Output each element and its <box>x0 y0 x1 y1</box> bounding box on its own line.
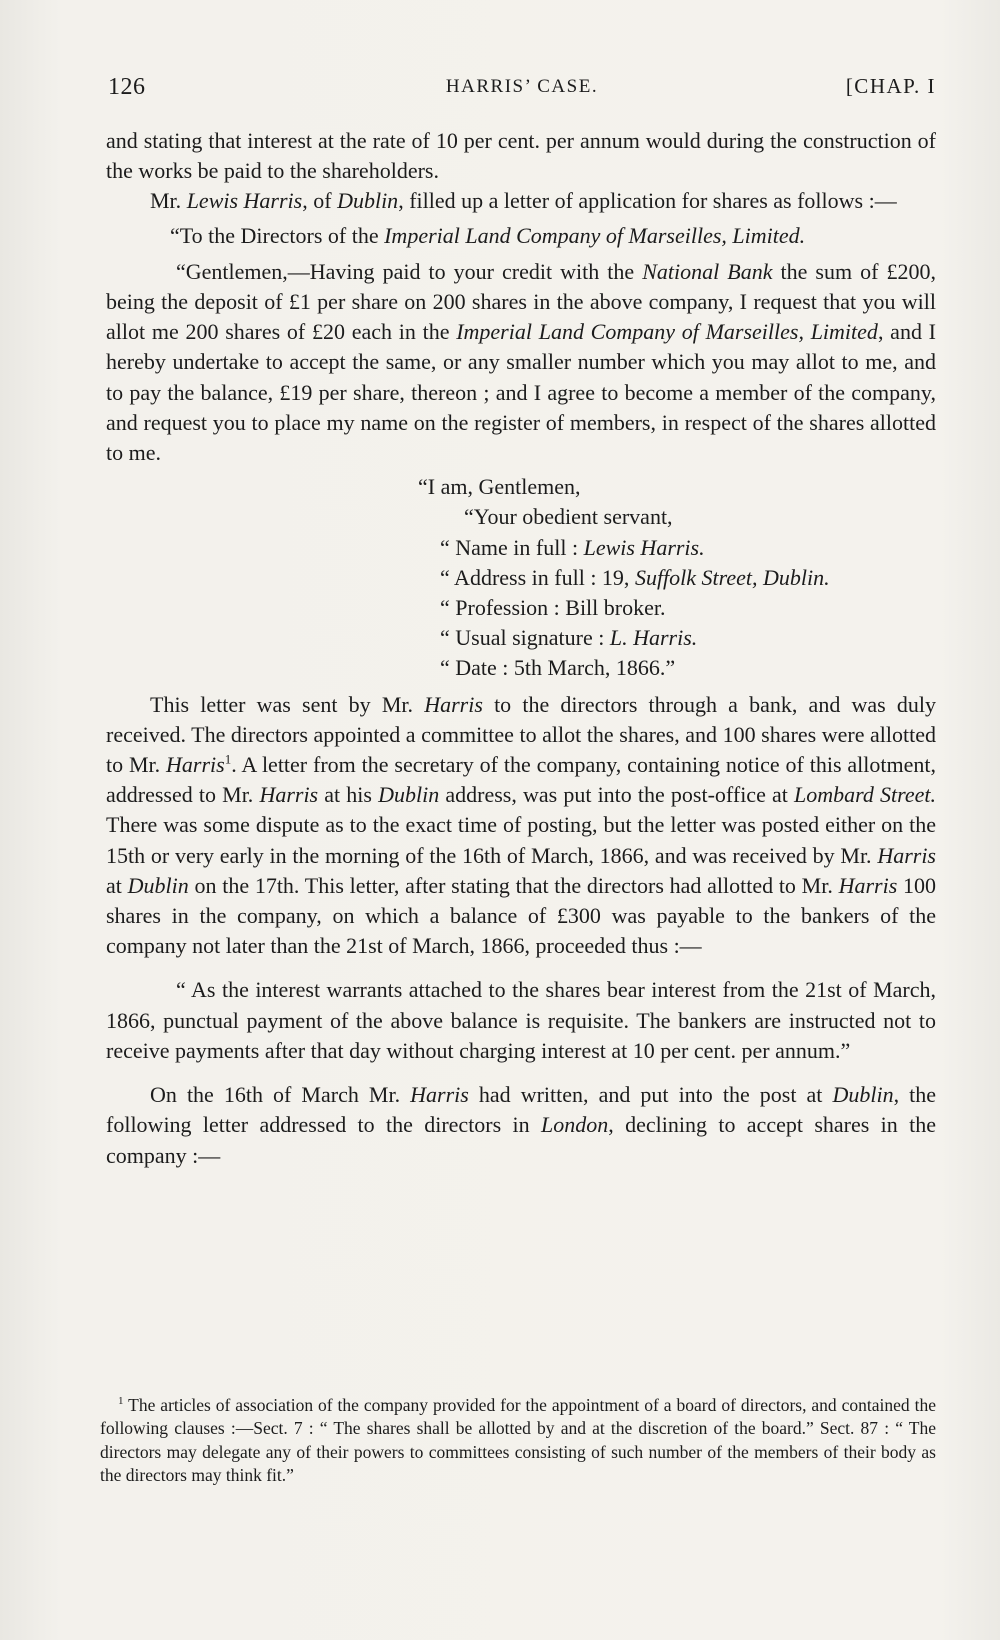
letter-body: “Gentlemen,—Having paid to your credit with the National Bank the sum of £200, being the deposit of £1 per share on 200 shares in the above company, I request that you will allot me 200 shares of £20 each in the Imperial Land Company of Marseilles, Limited, and I hereby undertake to accept the same, or any smaller number which you may allot to me, and to pay the balance, £19 per share, thereon ; and I agree to become a member of the company, and request you to place my name on the register of members, in respect of the shares allotted to me. <box>106 258 937 466</box>
signature-profession: “ Profession : Bill broker. <box>440 595 666 621</box>
signature-usual: “ Usual signature : L. Harris. <box>440 625 698 651</box>
signature-address: “ Address in full : 19, Suffolk Street, Dublin. <box>440 564 830 590</box>
page-header <box>108 70 936 110</box>
paragraph-7: On the 16th of March Mr. Harris had written, and put into the post at Dublin, the following letter addressed to the directors in London, declining to accept shares in the company :— <box>106 1082 937 1168</box>
footnote-ref: 1 <box>224 751 232 767</box>
paragraph-5: This letter was sent by Mr. Harris to the directors through a bank, and was duly received. The directors appointed a committee to allot the shares, and 100 shares were allotted to Mr. Harris$^1$. A letter from the secretary of the company, containing notice of this allotment, addressed to Mr. Harris at his Dublin address, was put into the post-office at Lombard Street. There was some dispute as to the exact time of posting, but the letter was posted either on the 15th or very early in the morning of the 16th of March, 1866, and was received by Mr. Harris at Dublin on the 17th. This letter, after stating that the directors had allotted to Mr. Harris 100 shares in the company, on which a balance of £300 was payable to the bankers of the company not later than the 21st of March, 1866, proceeded thus :— <box>106 691 937 959</box>
footnote-1: $^1$ The articles of association of the company provided for the appointment of a board of directors, and contained the following clauses :—Sect. 7 : “ The shares shall be allotted by and at the discretion of the board.” Sect. 87 : “ The directors may delegate any of their powers to committees consisting of such number of the members of their body as the directors may think fit.” <box>100 1395 936 1485</box>
signature-block <box>106 533 936 684</box>
footnotes <box>100 1394 936 1487</box>
signature-date: “ Date : 5th March, 1866.” <box>440 655 676 681</box>
quoted-letter: “ As the interest warrants attached to the shares bear interest from the 21st of March, 1866, punctual payment of the above balance is requisite. The bankers are instructed not to receive payments after that day without charging interest at 10 per cent. per annum.” <box>106 977 936 1063</box>
page-number: 126 <box>108 74 146 100</box>
letter-address: “To the Directors of the Imperial Land Company of Marseilles, Limited. <box>170 222 806 248</box>
letter-closing-1: “I am, Gentlemen, <box>418 474 581 500</box>
footnote-marker: 1 <box>118 1395 124 1408</box>
paragraph-2: Mr. Lewis Harris, of Dublin, filled up a letter of application for shares as follows :— <box>150 188 897 214</box>
letter-closing-2: “Your obedient servant, <box>464 504 673 530</box>
chapter-label: [CHAP. I <box>845 74 936 98</box>
signature-name: “ Name in full : Lewis Harris. <box>440 534 705 560</box>
body-text <box>106 126 936 1171</box>
running-title: HARRIS’ CASE. <box>445 76 599 97</box>
paragraph-1: and stating that interest at the rate of 10 per cent. per annum would during the construction of the works be paid to the shareholders. <box>106 128 936 184</box>
